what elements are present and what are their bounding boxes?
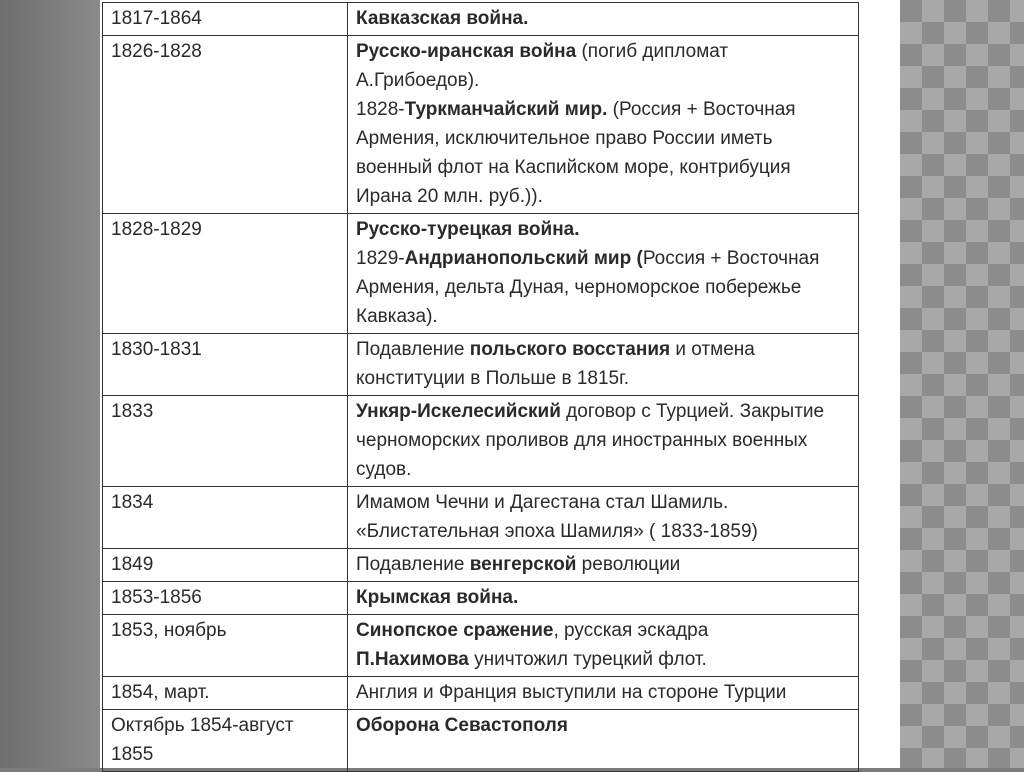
history-table-body	[103, 3, 859, 772]
event-text-bold: венгерской	[469, 554, 577, 575]
event-text: 1828-	[356, 99, 405, 120]
year-cell: 1828-1829	[103, 214, 348, 334]
event-cell	[348, 582, 859, 615]
event-cell	[348, 214, 859, 334]
table-row	[103, 396, 859, 487]
event-cell	[348, 677, 859, 710]
event-text-bold: Русско-турецкая война.	[356, 219, 580, 240]
table-row	[103, 334, 859, 396]
event-text-bold: Ункяр-Искелесийский	[356, 401, 561, 422]
year-cell: 1830-1831	[103, 334, 348, 396]
year-cell: 1833	[103, 396, 348, 487]
slide	[100, 0, 900, 768]
event-cell	[348, 710, 859, 772]
event-text: , русская эскадра	[553, 620, 709, 641]
table-row	[103, 677, 859, 710]
event-text: 1829-	[356, 248, 405, 269]
event-text: Англия и Франция выступили на стороне Турции	[356, 682, 787, 703]
event-text-bold: Кавказская война.	[356, 8, 529, 29]
event-cell	[348, 615, 859, 677]
event-text-bold: польского восстания	[469, 339, 671, 360]
year-cell: 1817-1864	[103, 3, 348, 36]
event-text-bold: Оборона Севастополя	[356, 715, 568, 736]
event-text: «Блистательная эпоха Шамиля» ( 1833-1859)	[356, 521, 758, 542]
event-text-bold: П.Нахимова	[356, 649, 469, 670]
event-text: (погиб дипломат А.Грибоедов).	[356, 41, 729, 91]
table-row	[103, 3, 859, 36]
event-text-bold: Синопское сражение	[356, 620, 554, 641]
year-cell: Октябрь 1854-август 1855	[103, 710, 348, 772]
event-cell	[348, 334, 859, 396]
event-cell	[348, 396, 859, 487]
year-cell: 1854, март.	[103, 677, 348, 710]
year-cell: 1849	[103, 549, 348, 582]
event-text: и отмена конституции в Польше в 1815г.	[356, 339, 755, 389]
event-text: договор с Турцией. Закрытие черноморских проливов для иностранных военных судов.	[356, 401, 825, 480]
event-text-bold: Русско-иранская война	[356, 41, 577, 62]
year-cell: 1826-1828	[103, 36, 348, 214]
table-row	[103, 214, 859, 334]
event-text: Имамом Чечни и Дагестана стал Шамиль.	[356, 492, 729, 513]
event-cell	[348, 3, 859, 36]
event-text: (Россия + Восточная Армения, исключительное право России иметь военный флот на Каспийском море, контрибуция Ирана 20 млн. руб.)).	[356, 99, 796, 207]
table-row	[103, 710, 859, 772]
event-text: революции	[576, 554, 681, 575]
table-row	[103, 36, 859, 214]
event-text: Подавление	[356, 339, 470, 360]
year-cell: 1853, ноябрь	[103, 615, 348, 677]
event-text-bold: Крымская война.	[356, 587, 519, 608]
year-cell: 1853-1856	[103, 582, 348, 615]
event-text: Россия + Восточная Армения, дельта Дуная, черноморское побережье Кавказа).	[356, 248, 820, 327]
event-cell	[348, 36, 859, 214]
background-left	[0, 0, 100, 768]
event-text: уничтожил турецкий флот.	[468, 649, 707, 670]
year-cell: 1834	[103, 487, 348, 549]
event-cell	[348, 487, 859, 549]
background-pattern	[900, 0, 1024, 768]
event-cell	[348, 549, 859, 582]
event-text-bold: Туркманчайский мир.	[404, 99, 608, 120]
event-text-bold: Андрианопольский мир (	[404, 248, 643, 269]
table-row	[103, 582, 859, 615]
table-row	[103, 487, 859, 549]
event-text: Подавление	[356, 554, 470, 575]
history-table	[102, 2, 859, 772]
table-row	[103, 615, 859, 677]
table-row	[103, 549, 859, 582]
